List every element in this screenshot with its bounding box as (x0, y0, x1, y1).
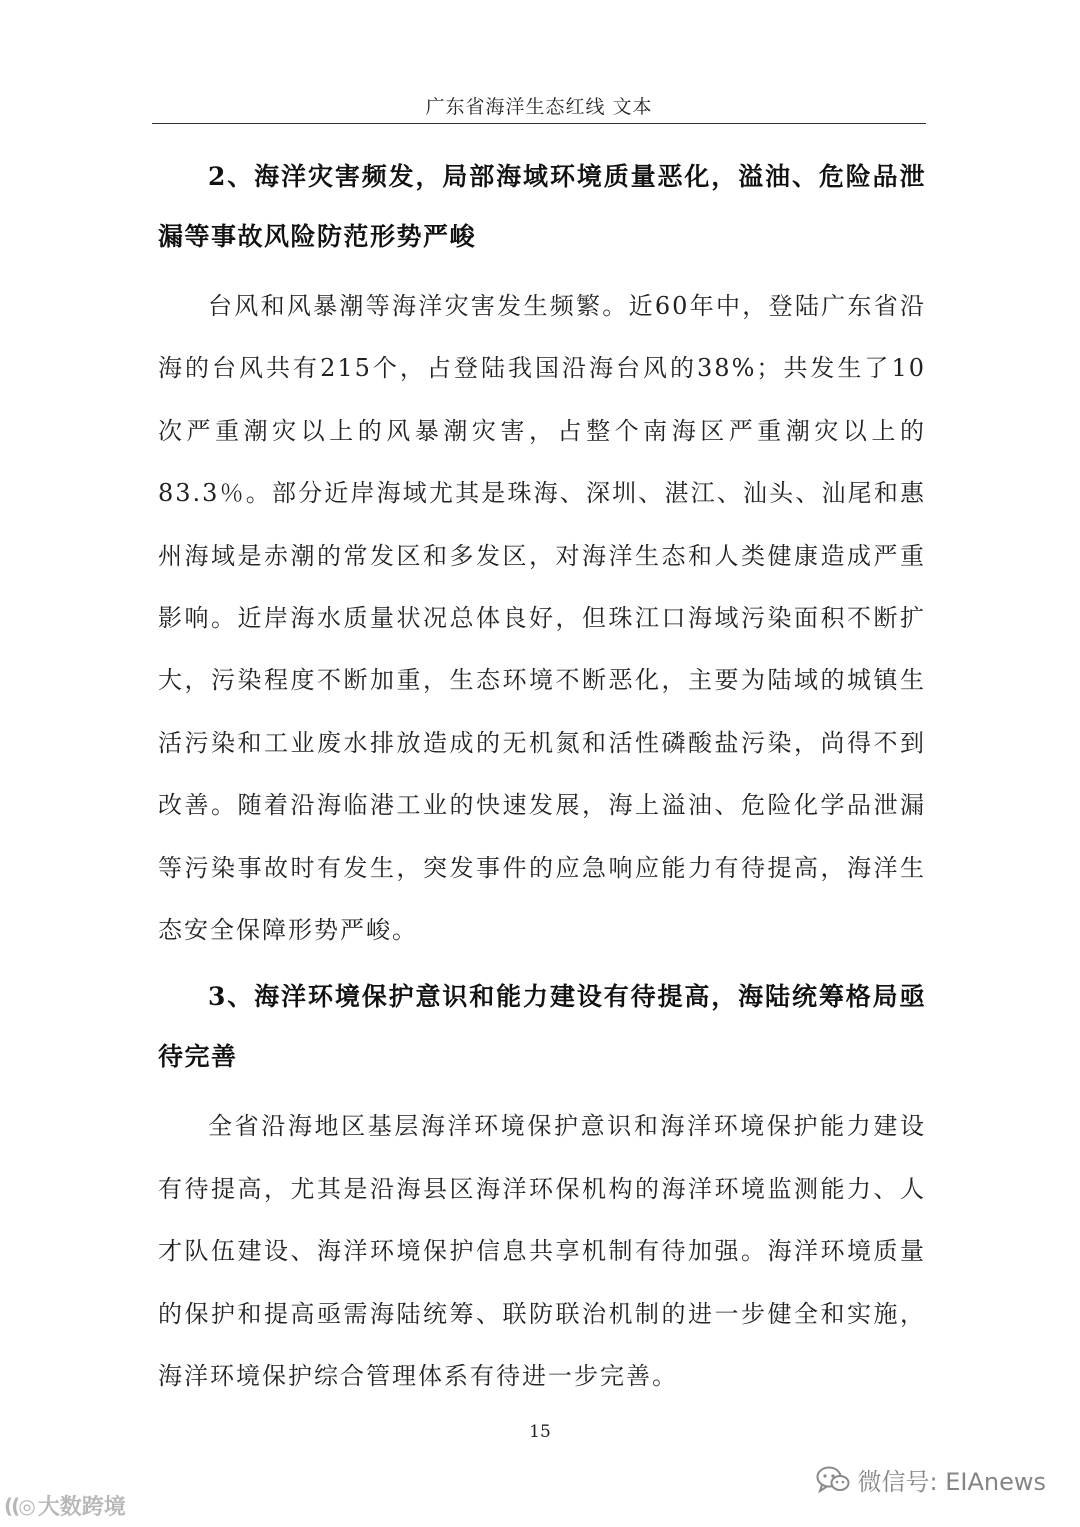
section-paragraph-3: 全省沿海地区基层海洋环境保护意识和海洋环境保护能力建设有待提高，尤其是沿海县区海洋环保机构的海洋环境监测能力、人才队伍建设、海洋环境保护信息共享机制有待加强。海洋环境质量的保护和提高亟需海陆统筹、联防联治机制的进一步健全和实施，海洋环境保护综合管理体系有待进一步完善。 (158, 1112, 926, 1391)
section-heading-3: 3、海洋环境保护意识和能力建设有待提高，海陆统筹格局亟待完善 (158, 982, 926, 1072)
watermark-left (4, 1490, 126, 1521)
running-header: 广东省海洋生态红线 文本 (425, 96, 653, 118)
header-divider (152, 123, 926, 124)
wechat-icon (816, 1466, 850, 1494)
page-number: 15 (529, 1422, 551, 1442)
watermark-right-text: 微信号: EIAnews (857, 1468, 1046, 1496)
section-heading-2: 2、海洋灾害频发，局部海域环境质量恶化，溢油、危险品泄漏等事故风险防范形势严峻 (158, 162, 926, 251)
section-paragraph-2: 台风和风暴潮等海洋灾害发生频繁。近60年中，登陆广东省沿海的台风共有215个，占登陆我国沿海台风的38%；共发生了10次严重潮灾以上的风暴潮灾害，占整个南海区严重潮灾以上的 83.3％。部分近岸海域尤其是珠海、深圳、湛江、汕头、汕尾和惠州海域是赤潮的常发区和多发区，对海洋生态和人类健康造成严重影响。近岸海水质量状况总体良好，但珠江口海域污染面积不断扩大，污染程度不断加重，生态环境不断恶化，主要为陆域的城镇生活污染和工业废水排放造成的无机氮和活性磷酸盐污染，尚得不到改善。随着沿海临港工业的快速发展，海上溢油、危险化学品泄漏等污染事故时有发生，突发事件的应急响应能力有待提高，海洋生态安全保障形势严峻。 (158, 292, 926, 945)
watermark-right (816, 1462, 1046, 1497)
watermark-left-text: 大数跨境 (37, 1495, 126, 1520)
watermark-logo: ((◎ (4, 1493, 34, 1518)
document-body (158, 135, 926, 1408)
